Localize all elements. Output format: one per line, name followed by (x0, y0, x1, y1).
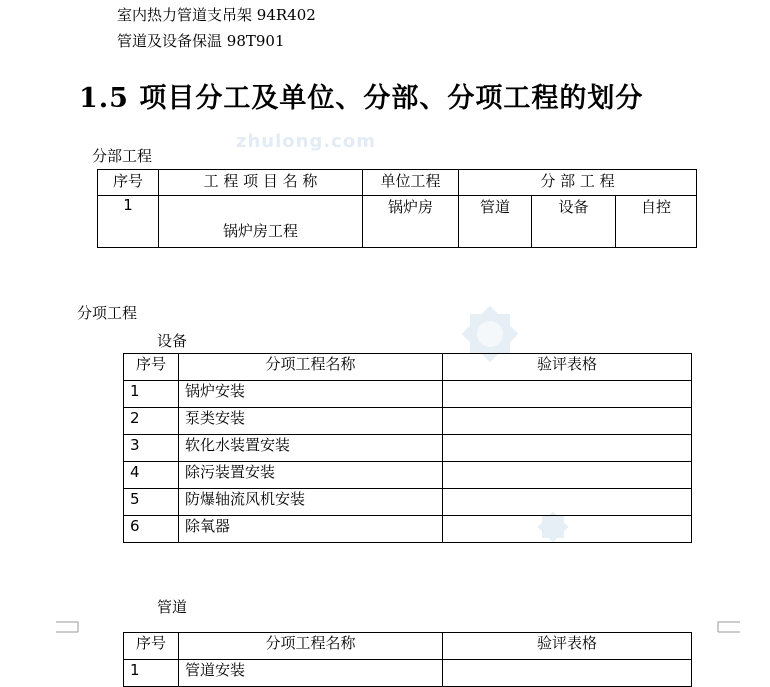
subitem-label: 分项工程 (77, 304, 138, 322)
page-corner-mark-left (56, 618, 80, 634)
page-corner-mark-right (716, 618, 740, 634)
cell-no: 4 (124, 462, 179, 489)
cell-name: 管道安装 (179, 660, 443, 687)
cell-no: 3 (124, 435, 179, 462)
cell-no: 1 (124, 660, 179, 687)
piping-label: 管道 (157, 598, 188, 616)
header-no: 序号 (124, 354, 179, 381)
header-no: 序号 (98, 170, 159, 196)
cell-form (443, 462, 692, 489)
piping-table (123, 632, 692, 687)
header-no: 序号 (124, 633, 179, 660)
table-row (124, 660, 692, 687)
cell-no: 2 (124, 408, 179, 435)
cell-division-3: 自控 (616, 196, 697, 248)
cell-no: 5 (124, 489, 179, 516)
header-name: 分项工程名称 (179, 354, 443, 381)
table-row (124, 516, 692, 543)
division-label: 分部工程 (92, 147, 153, 165)
cell-form (443, 435, 692, 462)
cell-no: 1 (98, 196, 159, 248)
cell-name: 防爆轴流风机安装 (179, 489, 443, 516)
cell-unit: 锅炉房 (363, 196, 459, 248)
cell-name: 软化水装置安装 (179, 435, 443, 462)
standard-name: 管道及设备保温 (117, 32, 223, 50)
standard-name: 室内热力管道支吊架 (117, 6, 253, 24)
standard-code: 98T901 (226, 32, 285, 50)
watermark-logo: zhulong.com (236, 131, 376, 152)
table-row (124, 408, 692, 435)
header-form: 验评表格 (443, 354, 692, 381)
cell-name: 锅炉安装 (179, 381, 443, 408)
cell-no: 1 (124, 381, 179, 408)
cell-division-1: 管道 (459, 196, 532, 248)
table-row (124, 435, 692, 462)
table-row (98, 196, 697, 248)
header-project-name: 工 程 项 目 名 称 (159, 170, 363, 196)
standard-line-1 (117, 4, 316, 25)
cell-division-2: 设备 (532, 196, 616, 248)
cell-name: 除污装置安装 (179, 462, 443, 489)
section-title: 1.5 项目分工及单位、分部、分项工程的划分 (79, 83, 644, 114)
cell-form (443, 660, 692, 687)
equipment-table (123, 353, 692, 543)
standard-line-2 (117, 30, 285, 51)
cell-project-name: 锅炉房工程 (159, 196, 363, 248)
table-row (124, 489, 692, 516)
equipment-label: 设备 (157, 332, 188, 350)
cell-no: 6 (124, 516, 179, 543)
header-form: 验评表格 (443, 633, 692, 660)
cell-name: 除氧器 (179, 516, 443, 543)
cell-form (443, 408, 692, 435)
cell-form (443, 516, 692, 543)
cell-name: 泵类安装 (179, 408, 443, 435)
standard-code: 94R402 (256, 6, 316, 24)
header-division: 分 部 工 程 (459, 170, 697, 196)
table-row (124, 462, 692, 489)
table-row (124, 381, 692, 408)
division-table (97, 169, 697, 248)
header-name: 分项工程名称 (179, 633, 443, 660)
cell-form (443, 489, 692, 516)
cell-form (443, 381, 692, 408)
header-unit: 单位工程 (363, 170, 459, 196)
